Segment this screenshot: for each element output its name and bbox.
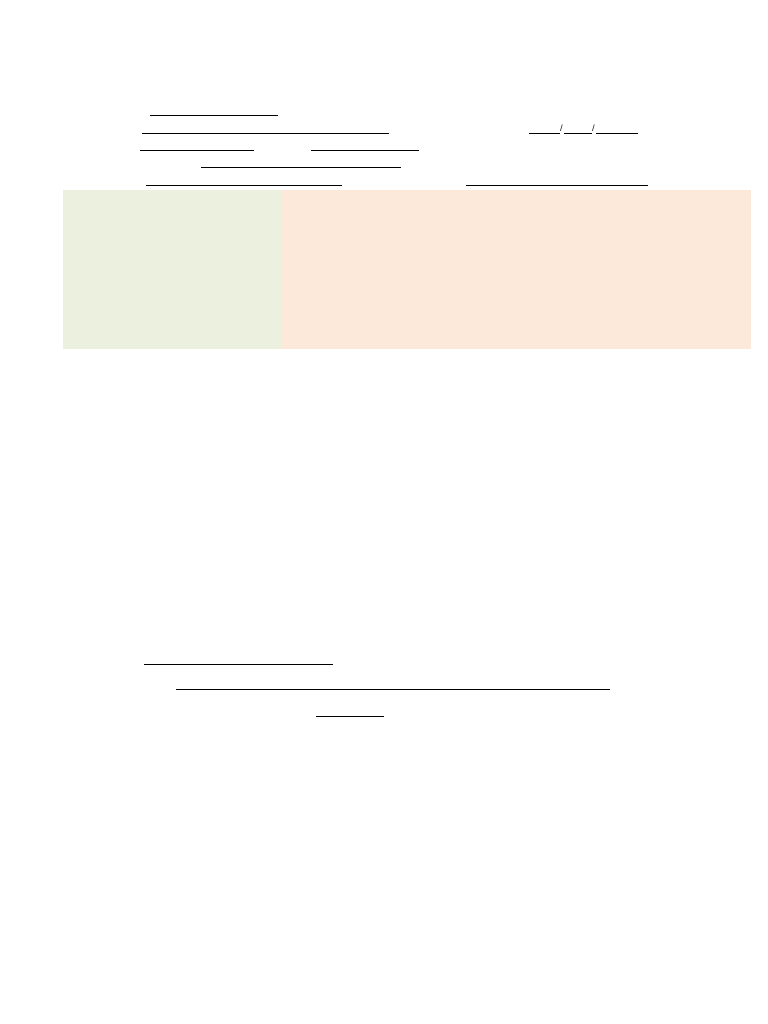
date-slash: / [560, 123, 563, 134]
fecha-nac-header [560, 297, 590, 349]
institucion-field[interactable] [144, 664, 333, 665]
vivienda-header-bg [63, 190, 281, 349]
fecha-day-field[interactable] [529, 133, 560, 134]
centro-poblado-field[interactable] [146, 185, 342, 186]
firma-line[interactable] [176, 689, 610, 690]
dni-field[interactable] [316, 716, 384, 717]
evaluacion-field[interactable] [150, 115, 278, 116]
fecha-month-field[interactable] [564, 133, 592, 134]
fecha-year-field[interactable] [596, 133, 638, 134]
departamento-field[interactable] [140, 150, 254, 151]
date-slash: / [592, 123, 595, 134]
tipo-peligro-field[interactable] [142, 133, 389, 134]
caserio-field[interactable] [466, 185, 648, 186]
familia-header-bg [281, 190, 751, 349]
barrio-field[interactable] [201, 167, 401, 168]
provincia-field[interactable] [311, 150, 419, 151]
